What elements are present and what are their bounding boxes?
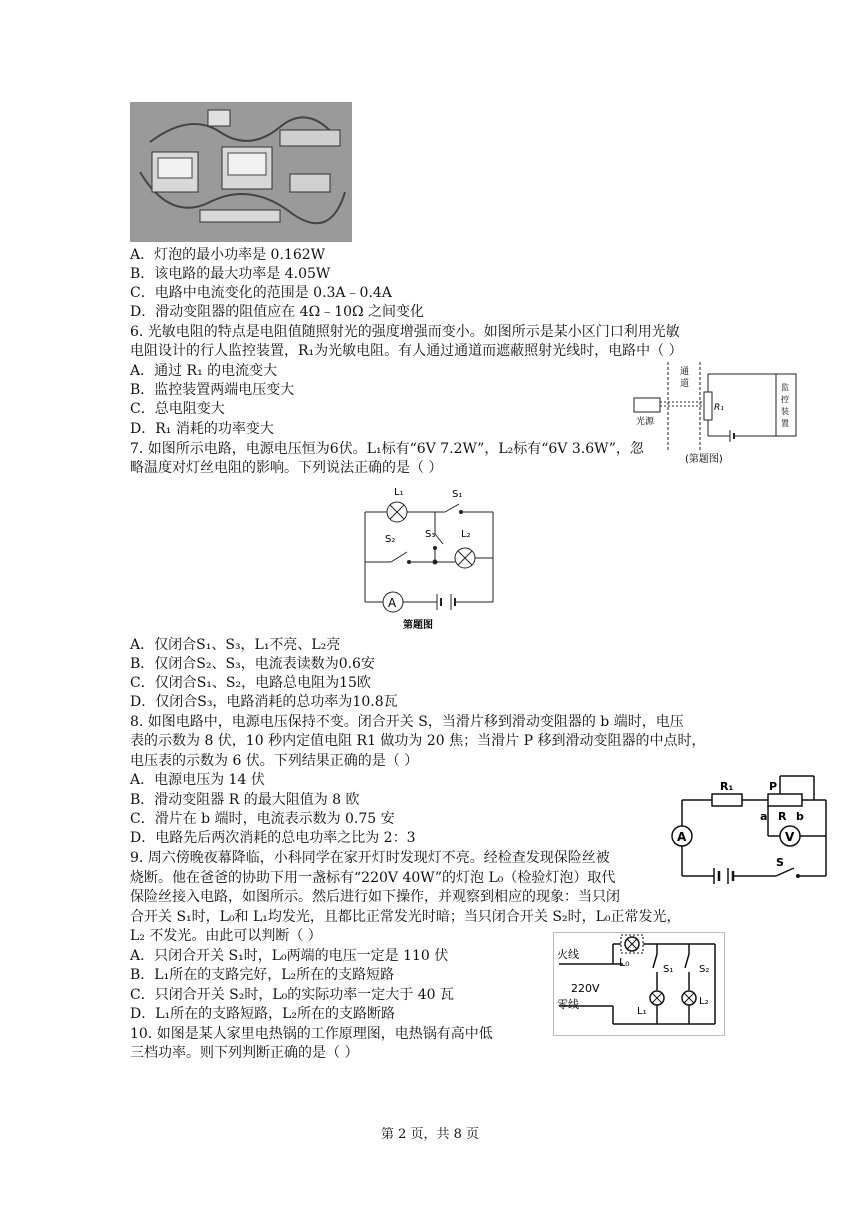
q8-stem-line2: 表的示数为 8 伏，10 秒内定值电阻 R1 做功为 20 焦；当滑片 P 移到滑动变阻器的中点时，	[130, 733, 706, 749]
q7-s2-label: S₂	[385, 534, 396, 545]
q8-b-label: b	[796, 810, 804, 823]
q9-s1-label: S₁	[663, 964, 674, 975]
q7-circuit-diagram	[355, 482, 505, 632]
q5-option-d: D．滑动变阻器的阻值应在 4Ω﹣10Ω 之间变化	[130, 304, 425, 320]
q9-l2-label: L₂	[699, 996, 709, 1007]
q8-option-a: A．电源电压为 14 伏	[130, 772, 265, 788]
q9-household-circuit	[553, 932, 725, 1036]
q7-stem-line2: 略温度对灯丝电阻的影响。下列说法正确的是（ ）	[130, 460, 443, 476]
q5-option-c: C．电路中电流变化的范围是 0.3A﹣0.4A	[130, 285, 392, 301]
q6-r1-label: R₁	[714, 403, 724, 413]
q8-option-b: B．滑动变阻器 R 的最大阻值为 8 欧	[130, 792, 360, 808]
q10-stem-line2: 三档功率。则下列判断正确的是（ ）	[130, 1045, 359, 1061]
q8-option-c: C．滑片在 b 端时，电流表示数为 0.75 安	[130, 811, 395, 827]
q10-stem-line1: 10. 如图是某人家里电热锅的工作原理图，电热锅有高中低	[130, 1026, 493, 1042]
q8-option-d: D．电路先后两次消耗的总电功率之比为 2：3	[130, 830, 416, 846]
q9-stem-line3: 保险丝接入电路，如图所示。然后进行如下操作，并观察到相应的现象：当只闭	[130, 889, 620, 905]
q7-option-a: A．仅闭合S₁、S₃，L₁不亮、L₂亮	[130, 637, 341, 653]
q9-stem-line5: L₂ 不发光。由此可以判断（ ）	[130, 928, 322, 944]
q5-option-a: A．灯泡的最小功率是 0.162W	[130, 247, 326, 263]
q9-s2-label: S₂	[699, 964, 710, 975]
q6-stem-line1: 6. 光敏电阻的特点是电阻值随照射光的强度增强而变小。如图所示是某小区门口利用光敏	[130, 324, 680, 340]
q8-circuit-diagram	[668, 770, 830, 888]
q9-neutral-label: 零线	[557, 998, 579, 1011]
q7-s1-label: S₁	[452, 489, 463, 500]
q8-a-label: a	[760, 810, 768, 823]
q8-ammeter-label: A	[677, 830, 687, 844]
q7-option-c: C．仅闭合S₁、S₂，电路总电阻为15欧	[130, 675, 371, 691]
q6-option-a: A．通过 R₁ 的电流变大	[130, 363, 278, 379]
q9-live-label: 火线	[557, 948, 579, 961]
q6-monitor-c4: 置	[781, 419, 789, 428]
q7-option-d: D．仅闭合S₃，电路消耗的总功率为10.8瓦	[130, 694, 398, 710]
q6-channel-label-1: 通	[680, 367, 690, 377]
q6-source-label: 光源	[636, 417, 655, 427]
q7-stem-line1: 7. 如图所示电路，电源电压恒为6伏。L₁标有“6V 7.2W”，L₂标有“6V 3.6W”，忽	[130, 441, 644, 457]
apparatus-photo	[130, 102, 352, 242]
q9-stem-line1: 9. 周六傍晚夜幕降临，小科同学在家开灯时发现灯不亮。经检查发现保险丝被	[130, 850, 610, 866]
q7-option-b: B．仅闭合S₂、S₃，电流表读数为0.6安	[130, 656, 375, 672]
q6-option-b: B．监控装置两端电压变大	[130, 382, 295, 398]
q8-r-label: R	[778, 810, 787, 823]
q6-monitor-c3: 装	[781, 407, 789, 416]
q7-ammeter-label: A	[388, 596, 397, 610]
q8-p-label: P	[769, 780, 778, 793]
q7-s3-label: S₃	[425, 529, 436, 540]
q6-monitor-c1: 监	[781, 383, 789, 392]
q6-option-c: C．总电阻变大	[130, 401, 225, 417]
q8-voltmeter-label: V	[785, 830, 795, 844]
q7-l1-label: L₁	[394, 487, 404, 498]
q6-channel-label-2: 道	[680, 379, 690, 389]
q6-caption: (第题图)	[685, 454, 723, 464]
q8-stem-line1: 8. 如图电路中，电源电压保持不变。闭合开关 S，当滑片移到滑动变阻器的 b 端时，电压	[130, 714, 684, 730]
q6-stem-line2: 电阻设计的行人监控装置，R₁为光敏电阻。有人通过通道而遮蔽照射光线时，电路中（ ）	[130, 343, 683, 359]
q9-option-b: B．L₁所在的支路完好，L₂所在的支路短路	[130, 967, 395, 983]
q6-monitor-c2: 控	[781, 395, 789, 404]
q6-monitor-diagram	[630, 360, 810, 464]
q6-option-d: D．R₁ 消耗的功率变大	[130, 421, 274, 437]
q9-option-c: C．只闭合开关 S₂时，L₀的实际功率一定大于 40 瓦	[130, 987, 454, 1003]
q8-stem-line3: 电压表的示数为 6 伏。下列结果正确的是（ ）	[130, 753, 419, 769]
page-footer: 第 2 页，共 8 页	[380, 1127, 480, 1142]
q9-voltage-label: 220V	[571, 982, 600, 995]
q9-option-d: D．L₁所在的支路短路，L₂所在的支路断路	[130, 1006, 396, 1022]
q9-l1-label: L₁	[637, 1006, 647, 1017]
q9-option-a: A．只闭合开关 S₁时，L₀两端的电压一定是 110 伏	[130, 948, 449, 964]
q7-caption: 第题图	[403, 620, 433, 631]
q9-stem-line2: 烧断。他在爸爸的协助下用一盏标有“220V 40W”的灯泡 L₀（检验灯泡）取代	[130, 870, 616, 886]
q7-l2-label: L₂	[461, 529, 471, 540]
q5-option-b: B．该电路的最大功率是 4.05W	[130, 266, 331, 282]
q8-switch-label: S	[776, 856, 784, 869]
q9-stem-line4: 合开关 S₁时，L₀和 L₁均发光，且都比正常发光时暗；当只闭合开关 S₂时，L₀正常发光，	[130, 909, 681, 925]
q8-r1-label: R₁	[720, 780, 734, 793]
q9-l0-label: L₀	[619, 956, 630, 969]
